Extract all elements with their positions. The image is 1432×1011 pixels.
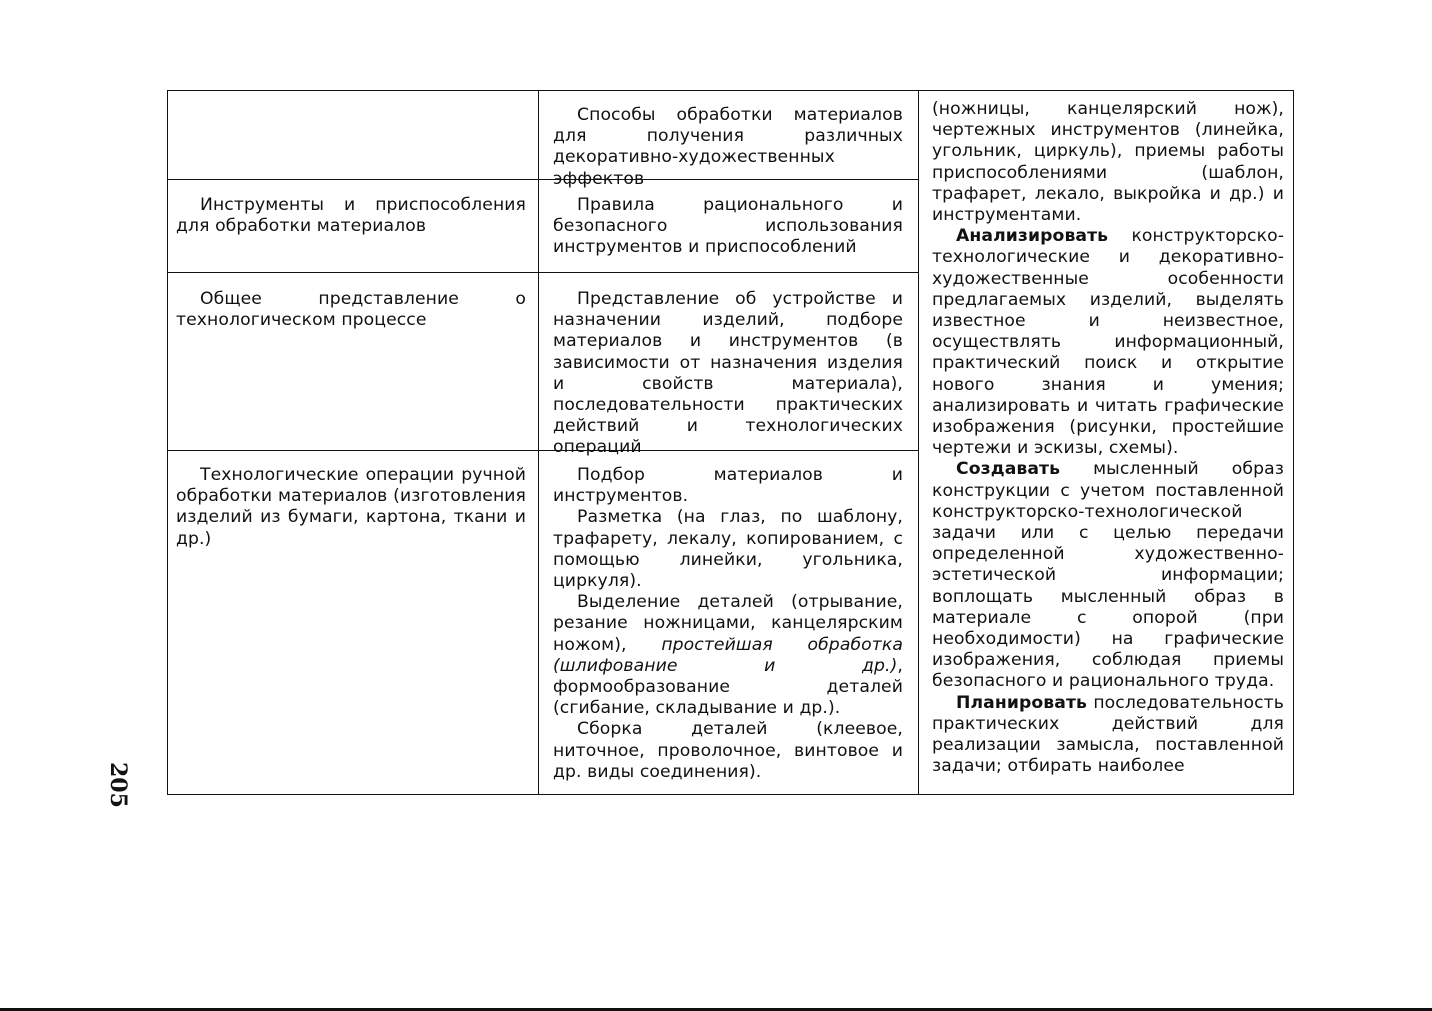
row2-col2: Правила рационального и безопасного использования инструментов и приспособлений (553, 195, 903, 258)
row4-col1: Технологические операции ручной обработки материалов (изготовления изделий из бумаги, картона, ткани и др.) (176, 465, 526, 549)
page-number: 205 (105, 762, 131, 808)
row4-paragraph-3: Выделение деталей (отрывание, резание ножницами, канцелярским ножом), простейшая обработка (шлифование и др.), формообразование деталей (сгибание, складывание и др.). (553, 592, 903, 719)
col3-intro: (ножницы, канцелярский нож), чертежных инструментов (линейка, угольник, циркуль), приемы работы приспособлениями (шаблон, трафарет, лекало, выкройка и др.) и инструментами. (932, 99, 1284, 226)
row2-col1: Инструменты и приспособления для обработки материалов (176, 195, 526, 237)
col3-paragraph-analyze: Анализировать конструкторско-технологические и декоративно-художественные особенности предлагаемых изделий, выделять известное и неизвестное, осуществлять информационный, практический поиск и открытие нового знания и умения; анализировать и читать графические изображения (рисунки, простейшие чертежи и эскизы, схемы). (932, 226, 1284, 459)
column-divider-1 (538, 91, 539, 794)
row4-col2 (553, 465, 903, 783)
col3-paragraph-plan: Планировать последовательность практических действий для реализации замысла, поставленной задачи; отбирать наиболее (932, 692, 1284, 777)
row1-col2: Способы обработки материалов для получения различных декоративно-художественных эффектов (553, 105, 903, 189)
column-divider-2 (918, 91, 919, 794)
row4-paragraph-1: Подбор материалов и инструментов. (553, 465, 903, 507)
row3-col2: Представление об устройстве и назначении изделий, подборе материалов и инструментов (в зависимости от назначения изделия и свойств материала), последовательности практических действий и технологических операций (553, 289, 903, 458)
row4-paragraph-2: Разметка (на глаз, по шаблону, трафарету, лекалу, копированием, с помощью линейки, угольника, циркуля). (553, 507, 903, 592)
row-divider-2 (168, 272, 919, 273)
content-table (167, 90, 1294, 795)
col3-paragraph-create: Создавать мысленный образ конструкции с учетом поставленной конструкторско-технологической задачи или с целью передачи определенной художественно-эстетической информации; воплощать мысленный образ в материале с опорой (при необходимости) на графические изображения, соблюдая приемы безопасного и рационального труда. (932, 459, 1284, 692)
row4-paragraph-4: Сборка деталей (клеевое, ниточное, проволочное, винтовое и др. виды соединения). (553, 719, 903, 782)
col3-text (932, 99, 1284, 778)
row3-col1: Общее представление о технологическом процессе (176, 289, 526, 331)
